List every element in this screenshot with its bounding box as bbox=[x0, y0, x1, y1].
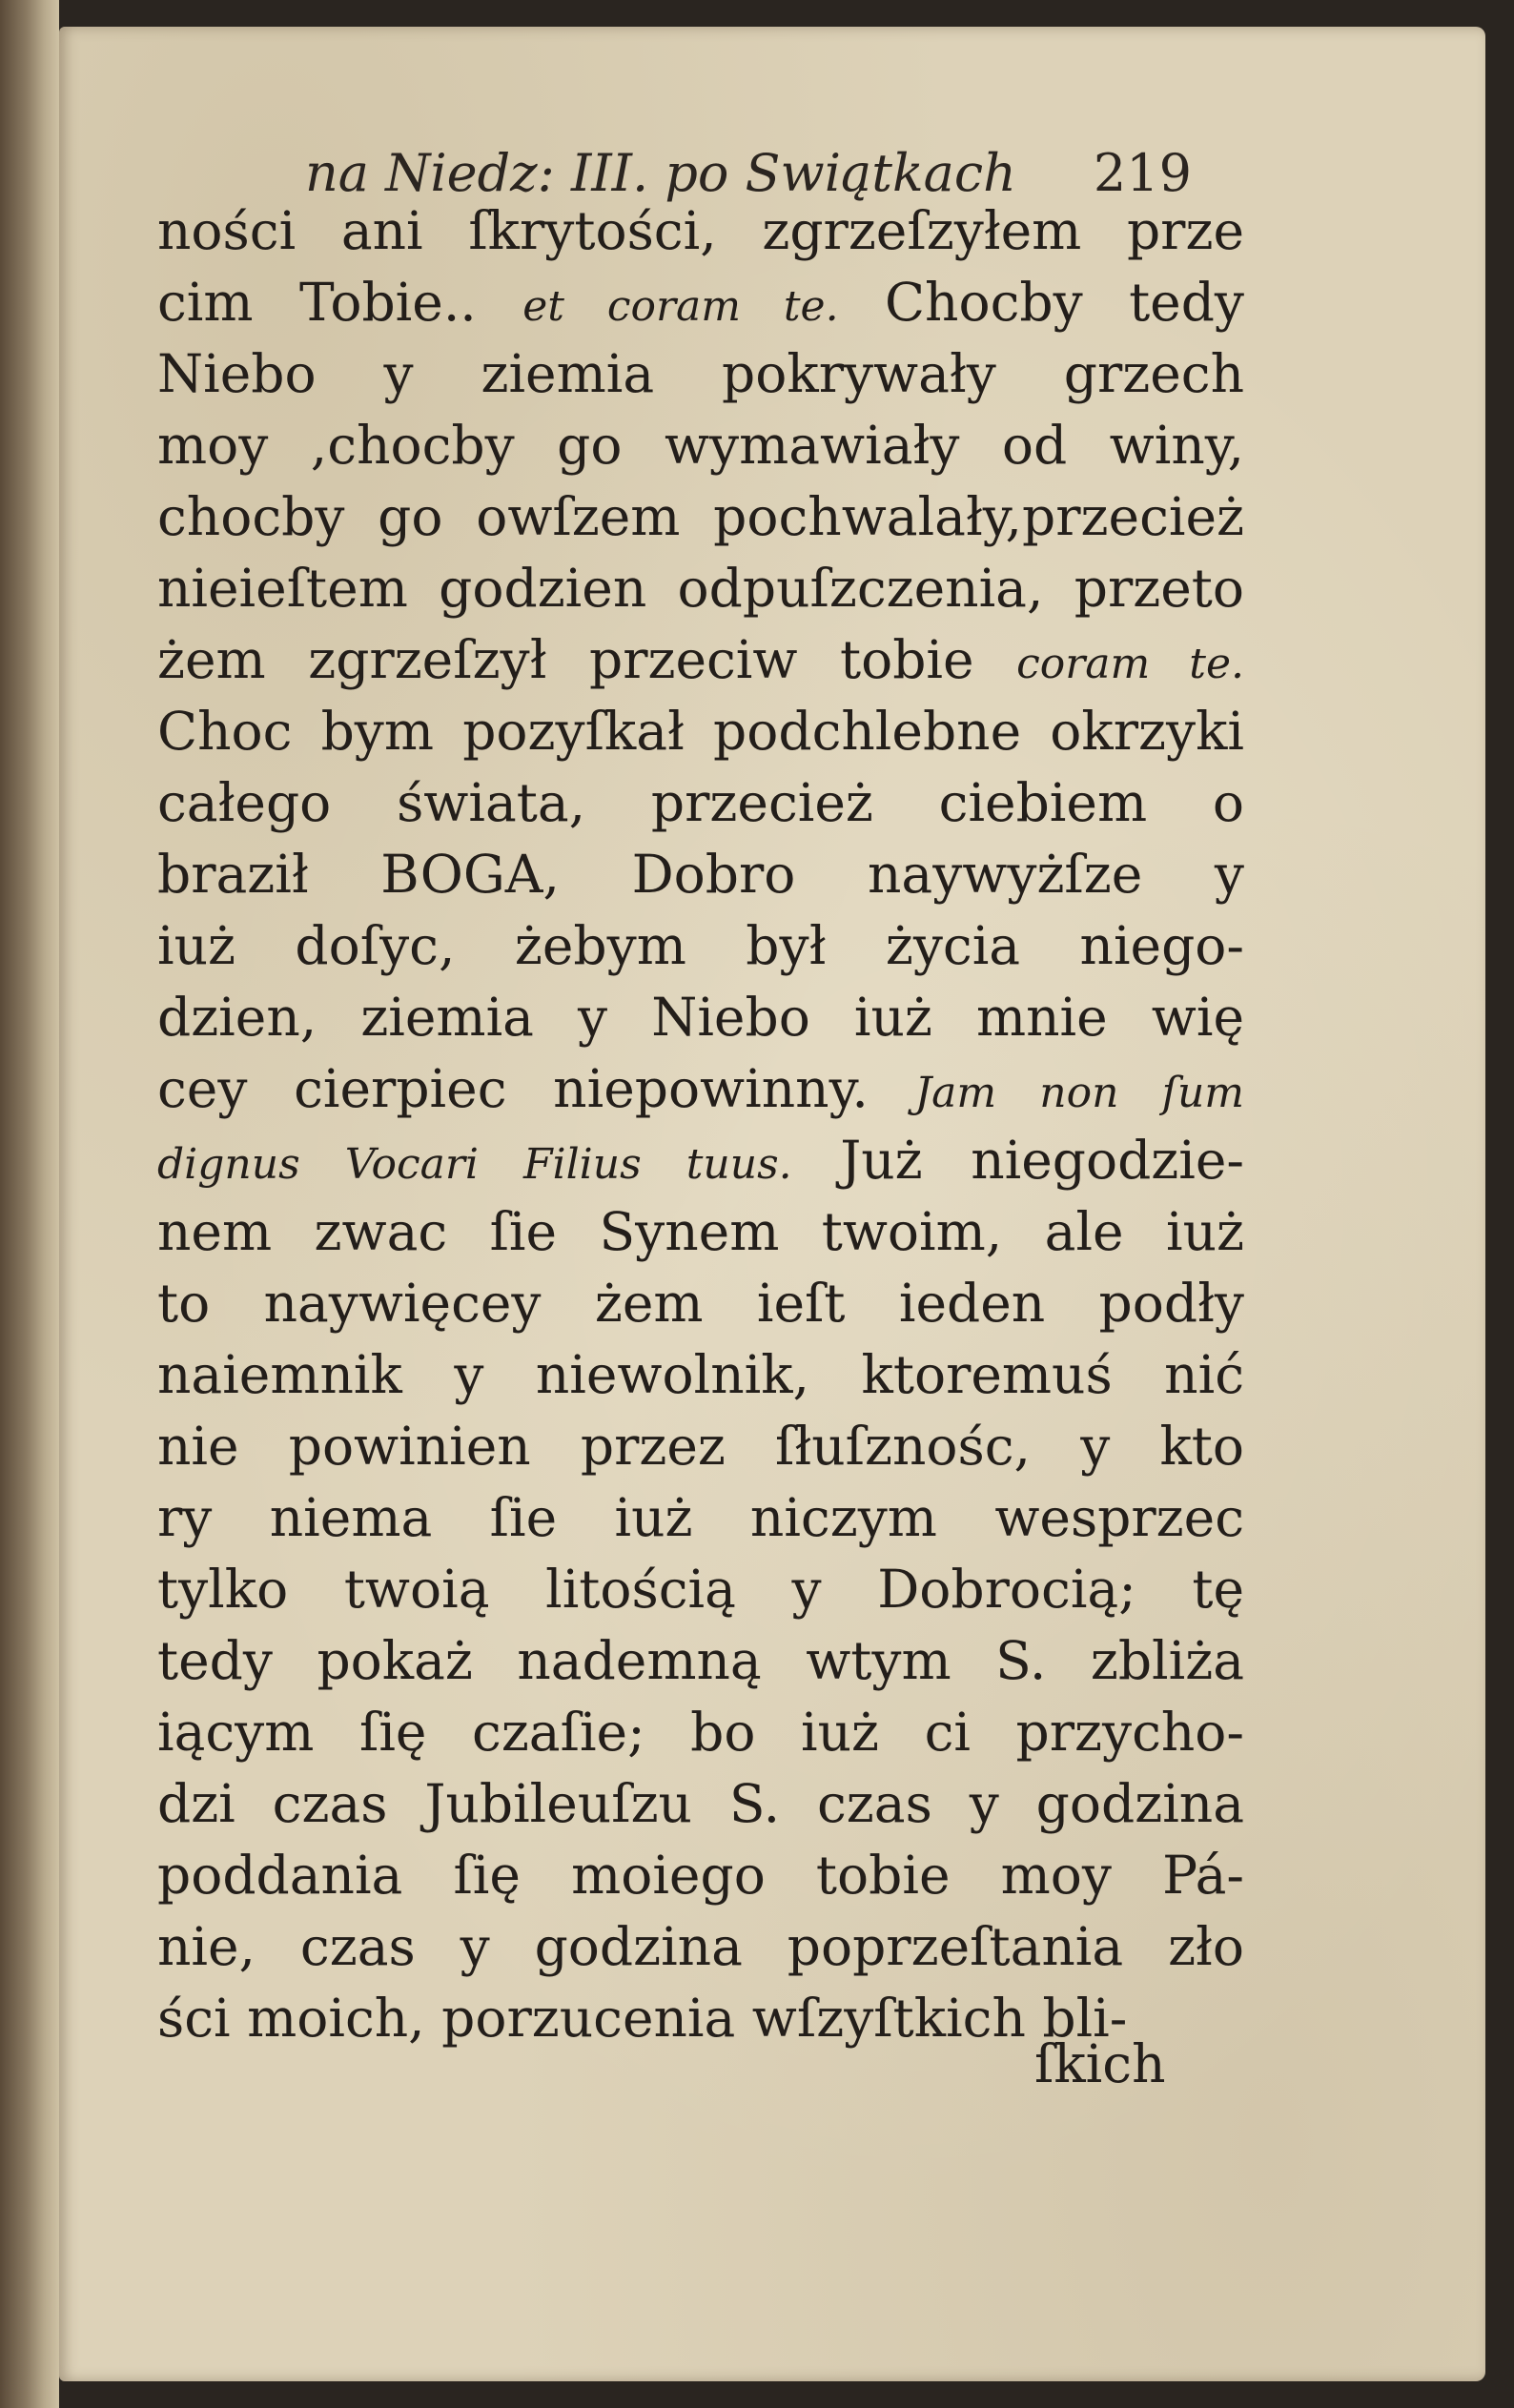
binding-edge bbox=[0, 0, 59, 2408]
text-line: iącym ſię czaſie; bo iuż ci przycho- bbox=[157, 1702, 1244, 1763]
text-line: nie, czas y godzina poprzeſtania zło bbox=[157, 1916, 1244, 1977]
latin-phrase: dignus Vocari Filius tuus. bbox=[157, 1140, 792, 1189]
text-line: chocby go owſzem pochwalały,przecież bbox=[157, 486, 1244, 547]
latin-phrase: Jam non ſum bbox=[914, 1069, 1244, 1117]
text-line: tedy pokaż nademną wtym S. zbliża bbox=[157, 1630, 1244, 1691]
text-line: to naywięcey żem ieſt ieden podły bbox=[157, 1273, 1244, 1334]
text-line: nem zwac ſie Synem twoim, ale iuż bbox=[157, 1201, 1244, 1262]
text-line: dzi czas Jubileuſzu S. czas y godzina bbox=[157, 1773, 1244, 1834]
text-line bbox=[157, 1053, 1244, 1125]
running-title: na Niedz: III. po Swiątkach bbox=[305, 143, 1016, 203]
latin-phrase: et coram te. bbox=[522, 282, 839, 331]
text-segment: żem zgrzeſzył przeciw tobie bbox=[157, 629, 974, 690]
text-line: nieieſtem godzien odpuſzczenia, przeto bbox=[157, 558, 1244, 619]
text-line: moy ,chocby go wymawiały od winy, bbox=[157, 415, 1244, 476]
text-segment: cim Tobie.. bbox=[157, 272, 477, 333]
text-segment: Już niegodzie- bbox=[840, 1130, 1244, 1191]
text-line bbox=[157, 267, 1244, 338]
text-line: ności ani ſkrytości, zgrzeſzyłem prze bbox=[157, 200, 1244, 261]
text-line: braził BOGA, Dobro naywyżſze y bbox=[157, 844, 1244, 905]
text-line bbox=[157, 1125, 1244, 1196]
text-line: nie powinien przez ſłuſznośc, y kto bbox=[157, 1416, 1244, 1477]
latin-phrase: coram te. bbox=[1016, 640, 1244, 688]
text-segment: Chocby tedy bbox=[884, 272, 1244, 333]
text-line: dzien, ziemia y Niebo iuż mnie wię bbox=[157, 987, 1244, 1048]
text-line: Choc bym pozyſkał podchlebne okrzyki bbox=[157, 701, 1244, 762]
catchword: ſkich bbox=[1034, 2033, 1166, 2094]
text-line bbox=[157, 624, 1244, 696]
text-line: ry niema ſie iuż niczym wesprzec bbox=[157, 1487, 1244, 1548]
text-line: poddania ſię moiego tobie moy Pá- bbox=[157, 1845, 1244, 1906]
body-text bbox=[157, 195, 1244, 2054]
text-line: całego świata, przecież ciebiem o bbox=[157, 772, 1244, 833]
text-line: tylko twoią litością y Dobrocią; tę bbox=[157, 1559, 1244, 1620]
text-line: ści moich, porzucenia wſzyſtkich bli- bbox=[157, 1988, 1128, 2049]
text-line: naiemnik y niewolnik, ktoremuś nić bbox=[157, 1344, 1244, 1405]
text-segment: cey cierpiec niepowinny. bbox=[157, 1058, 869, 1119]
page-number: 219 bbox=[1093, 143, 1192, 203]
text-line: Niebo y ziemia pokrywały grzech bbox=[157, 343, 1244, 404]
text-line: iuż doſyc, żebym był życia niego- bbox=[157, 915, 1244, 976]
